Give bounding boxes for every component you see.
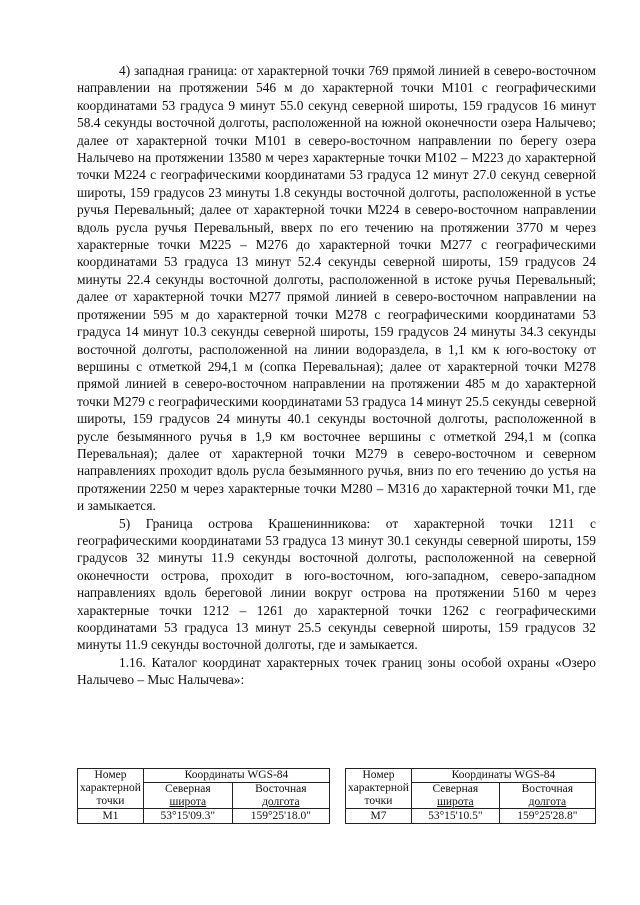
header-north-latitude: Северная широта [411, 783, 499, 809]
cell-north: 53°15'09.3" [143, 809, 232, 824]
header-point-number: Номер характерной точки [78, 769, 144, 809]
header-coordinates: Координаты WGS-84 [143, 769, 329, 783]
paragraph-krasheninnikov-island: 5) Граница острова Крашенинникова: от характерной точки 1211 с географическими координатами 53 градуса 13 минут 30.1 секунды северной широты, 159 градусов 32 минуты 11.9 секунды восточной долготы, расположенной на северной оконечности острова, проходит в юго-восточном, юго-западном, северо-западном направлениях вдоль береговой линии вокруг острова на протяжении 5160 м через характерные точки 1212 – 1261 до характерной точки 1262 с географическими координатами 53 градуса 13 минут 25.5 секунды северной широты, 159 градусов 32 минуты 11.9 секунды восточной долготы, где и замыкается. [77, 515, 596, 653]
cell-east: 159°25'18.0" [232, 809, 329, 824]
coordinates-tables [77, 768, 596, 838]
document-page [77, 62, 596, 689]
cell-east: 159°25'28.8" [499, 809, 595, 824]
header-east-longitude: Восточная долгота [499, 783, 595, 809]
coordinates-table-left [77, 768, 330, 824]
table-row [78, 809, 330, 824]
cell-point: М7 [346, 809, 412, 824]
header-coordinates: Координаты WGS-84 [411, 769, 595, 783]
header-east-longitude: Восточная долгота [232, 783, 329, 809]
coordinates-table-right [345, 768, 596, 824]
header-point-number: Номер характерной точки [346, 769, 412, 809]
table-row [346, 809, 596, 824]
paragraph-west-boundary: 4) западная граница: от характерной точки 769 прямой линией в северо-восточном направлении на протяжении 546 м до характерной точки М101 с географическими координатами 53 градуса 9 минут 55.0 секунд северной широты, 159 градусов 16 минут 58.4 секунды восточной долготы, расположенной на южной оконечности озера Налычево; далее от характерной точки М101 в северо-восточном направлении по берегу озера Налычево на протяжении 13580 м через характерные точки М102 – М223 до характерной точки М224 с географическими координатами 53 градуса 12 минут 27.0 секунд северной широты, 159 градусов 23 минуты 1.8 секунды восточной долготы, расположенной в устье ручья Перевальный; далее от характерной точки М224 в северо-восточном направлении вдоль русла ручья Перевальный, вверх по его течению на протяжении 3770 м через характерные точки М225 – М276 до характерной точки М277 с географическими координатами 53 градуса 13 минут 52.4 секунды северной широты, 159 градусов 24 минуты 22.4 секунды восточной долготы, расположенной в истоке ручья Перевальный; далее от характерной точки М277 прямой линией в северо-восточном направлении на протяжении 595 м до характерной точки М278 с географическими координатами 53 градуса 14 минут 10.3 секунды северной широты, 159 градусов 24 минуты 34.3 секунды восточной долготы, расположенной на линии водораздела, в 1,1 км к юго-востоку от вершины с отметкой 294,1 м (сопка Перевальная); далее от характерной точки М278 прямой линией в северо-восточном направлении на протяжении 485 м до характерной точки М279 с географическими координатами 53 градуса 14 минут 25.5 секунды северной широты, 159 градусов 24 минуты 40.1 секунды восточной долготы, расположенной в русле безымянного ручья в 1,9 км восточнее вершины с отметкой 294,1 м (сопка Перевальная); далее от характерной точки М279 в северо-восточном и северном направлениях проходит вдоль русла безымянного ручья, вниз по его течению до устья на протяжении 2250 м через характерные точки М280 – М316 до характерной точки М1, где и замыкается. [77, 63, 596, 514]
cell-point: М1 [78, 809, 144, 824]
cell-north: 53°15'10.5" [411, 809, 499, 824]
paragraph-coordinates-catalog-title: 1.16. Каталог координат характерных точек границ зоны особой охраны «Озеро Налычево – Мыс Налычева»: [77, 654, 596, 688]
header-north-latitude: Северная широта [143, 783, 232, 809]
